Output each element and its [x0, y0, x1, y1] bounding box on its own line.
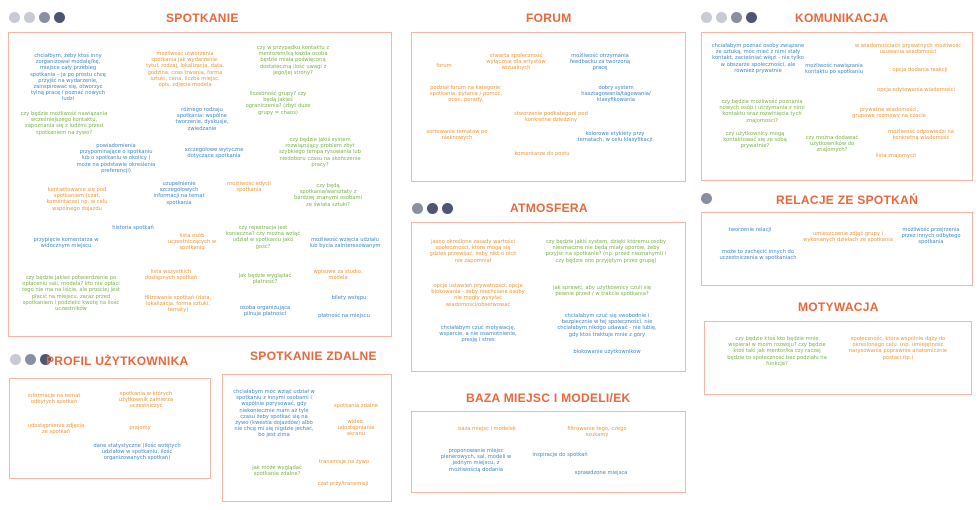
- sticky-note: prajomy: [129, 425, 151, 431]
- sticky-note: proponowanie miejsc plenerowych, sal, modeli w jednym miejscu, z możliwością dodania: [440, 448, 512, 473]
- sticky-note: czy będzie jakieś potwierdzenie po opłaceniu sali, modela? kto nie opłaci tego nie ma na liście, ale prościej jest płacić na miejscu, zaraz przed spotkaniem i podzielić kwotę na ilość uczestników: [22, 275, 120, 313]
- sticky-note: kontaktowanie się pod spotkaniem (czat, komentarze) np. w celu wspólnego dojazdu: [46, 187, 108, 212]
- dot-light: [701, 12, 712, 23]
- dot-mid: [39, 12, 50, 23]
- sticky-note: różnego rodzaju spotkania: wspólne tworzenie, dyskusje, zwiedzanie: [175, 107, 229, 132]
- sticky-note: czy będzie jakiś system rozwiązujący problem zbyt szybkiego tempa rysowania lub niedoboru czasu na skończenie pracy?: [278, 137, 362, 168]
- sticky-note: możliwość nawiązania kontaktu po spotkaniu: [805, 63, 863, 76]
- sticky-note: filtrowanie tego, czego szukamy: [567, 426, 627, 439]
- dot-dark: [427, 203, 438, 214]
- board-motywacja: [704, 321, 972, 395]
- sticky-note: może to zachęcić innych do uczestniczenia w spotkaniach: [719, 249, 797, 262]
- sticky-note: prywatne wiadomości, grupowe rozmowy na czacie: [852, 107, 926, 120]
- atmosfera-dots: [412, 203, 453, 214]
- section-title-komunikacja: KOMUNIKACJA: [795, 11, 889, 25]
- sticky-note: opcja edytowania wiadomości: [877, 87, 955, 93]
- section-title-forum: FORUM: [526, 11, 572, 25]
- sticky-note: możliwość otrzymania feedbacku za tworzoną pracę: [569, 53, 631, 72]
- sticky-note: chciałbym, żeby ktoś inny zorganizował modalę/kę, miejsce cały przebieg spotkania – ja po prostu chcę przyjść na wydarzenie, zainspirować się, otworzyć tylną pracę i poznać nowych ludzi: [30, 53, 106, 103]
- sticky-note: przypięcie komentarza w widocznym miejscu: [33, 237, 99, 250]
- sticky-note: jak będzie wyglądać płatność?: [238, 273, 292, 286]
- board-zdalne: [222, 374, 392, 502]
- dot-light: [10, 354, 21, 365]
- dot-dark: [442, 203, 453, 214]
- sticky-note: stworzenie podkategorii pod konkretne dziedziny: [514, 111, 588, 124]
- relacje-dots: [701, 193, 712, 204]
- sticky-note: liczebność grupy? czy będą jakieś ograniczenia? (zbyt duże grupy = chaos): [245, 91, 311, 116]
- sticky-note: sortowanie tematów po nieknowych: [426, 129, 488, 142]
- sticky-note: otwarta społeczność wyłącznie dla artystów wizualnych: [486, 53, 546, 72]
- board-atmosfera: [411, 222, 686, 372]
- sticky-note: historia spotkań: [112, 225, 154, 231]
- sticky-note: filtrowanie spotkań (data, lokalizacja, forma sztuki, tematy): [144, 295, 212, 314]
- sticky-note: lista znajomych: [875, 153, 917, 159]
- sticky-note: kolorowe etykiety przy tematach, w celu klasyfikacji: [577, 131, 653, 144]
- sticky-note: czy rejestracja jest konieczna? czy można wziąć udział w spotkaniu jako gość?: [225, 225, 301, 250]
- sticky-note: możliwość odpowiedzi na konkretną wiadomość: [888, 129, 954, 142]
- sticky-note: chciałabym czuć motywację, wsparcie, a nie osamotnienie, presję i stres: [439, 325, 517, 344]
- sticky-note: powiadomienia przypominające o spotkaniu lub o spotkaniu w okolicy ( może na podstawie określenia preferencji): [76, 143, 156, 174]
- sticky-note: wpisowe za studio, modela: [313, 269, 363, 282]
- sticky-note: jak może wyglądać spotkanie zdalne?: [252, 465, 302, 478]
- sticky-note: opcje ustawień prywatności, opcje blokowania - żeby niechciane osoby nie mogły wysyłać wiadomości/obserwować: [431, 283, 525, 308]
- sticky-note: dane statystyczne (ilość wziętych udziałów w spotkaniu, ilość organizowanych spotkań): [93, 443, 181, 462]
- section-title-profil: PROFIL UŻYTKOWNIKA: [46, 354, 189, 368]
- section-title-relacje: RELACJE ZE SPOTKAŃ: [776, 193, 919, 207]
- section-title-motywacja: MOTYWACJA: [798, 300, 879, 314]
- sticky-note: jak sprawić, aby użytkownicy czuli się pewnie przed / w trakcie spotkania?: [553, 285, 651, 298]
- sticky-note: baza miejsc i modelek: [458, 426, 516, 432]
- dot-mid: [731, 12, 742, 23]
- sticky-note: czat przy/transmisji: [317, 481, 369, 487]
- sticky-note: spotkania zdalne: [334, 403, 378, 409]
- komunikacja-dots: [701, 12, 757, 23]
- sticky-note: czy będą spotkania/warsztaty z bardziej znanymi osobami ze świata sztuki?: [294, 183, 362, 208]
- sticky-note: uzupełnienie szczegółowych informacji na temat spotkania: [153, 181, 205, 206]
- sticky-note: tworzenie relacji: [728, 227, 772, 233]
- sticky-note: czy będzie możliwość nawiązania wcześniejszego kontaktu, zapoznania się z ludźmi przed spotkaniem na żywo?: [20, 111, 108, 136]
- sticky-note: lista wszystkich dostępnych spotkań: [144, 269, 198, 282]
- sticky-note: możliwość przejrzenia przez innych odbytego spotkania: [901, 227, 961, 246]
- sticky-note: czy będzie jakiś system, dzięki któremu osoby niesmaczne nie będą miały oporów, żeby przyjść na spotkanie? (np. przed nieznanymi) i czy będzie ono przyjętym przez grupę): [545, 239, 667, 264]
- sticky-note: w wiadomościach prywatnych możliwość usuwania wiadomości: [854, 43, 962, 56]
- sticky-note: informacje na temat odbytych spotkań: [27, 393, 81, 406]
- board-komunikacja: [701, 32, 973, 181]
- section-title-atmosfera: ATMOSFERA: [510, 201, 588, 215]
- board-baza: [411, 411, 686, 493]
- sticky-note: możliwość wzięcia udziału lub bycia zainteresowanym: [309, 237, 381, 250]
- sticky-note: osoba organizująca pilnuje płatności: [239, 305, 291, 318]
- dot-mid: [412, 203, 423, 214]
- sticky-note: czy w przypadku kontaktu z mentorem/ką każda osoba będzie miała poświęconą dostateczną ilość uwagi z jego/jej strony?: [256, 45, 330, 76]
- sticky-note: lista osób uczestniczących w spotkaniu: [167, 233, 217, 252]
- sticky-note: podział forum na kategorie: spotkania, pytania / pomoc, ocen, porady,: [429, 85, 503, 104]
- sticky-note: jasno określone zasady wartości społeczności, które mogą się gdzieś przewijać, żeby nikt o nich nie zapomniał: [429, 239, 517, 264]
- sticky-note: udostępnienie zdjęcia ze spotkań: [27, 423, 85, 436]
- sticky-note: możliwość edycji spotkania: [227, 181, 271, 194]
- dot-light: [24, 12, 35, 23]
- dot-light: [716, 12, 727, 23]
- sticky-note: czy użytkownicy mogą kontaktować się ze sobą prywatnie?: [723, 131, 787, 150]
- spotkanie-dots: [9, 12, 65, 23]
- sticky-note: inspiracje do spotkań: [532, 452, 588, 458]
- section-title-spotkanie: SPOTKANIE: [166, 11, 239, 25]
- section-title-zdalne: SPOTKANIE ZDALNE: [250, 349, 377, 363]
- sticky-note: chciałabym czuć się swobodnie i bezpiecznie w tej społeczności, nie chciałabym nikogo udawać - nie lubię, gdy ktoś traktuje mnie z góry: [557, 313, 657, 338]
- sticky-note: opcja dodania reakcji: [892, 67, 948, 73]
- board-forum: [411, 32, 686, 182]
- sticky-note: społeczność, która wspólnie dąży do określonego celu. (np. umiejętność narysowania poprawnie anatomicznie postaci itp.): [848, 336, 948, 361]
- sticky-note: forum: [436, 63, 452, 69]
- sticky-note: blokowanie użytkowników: [573, 349, 641, 355]
- dot-dark: [54, 12, 65, 23]
- sticky-note: transmisje na żywo: [318, 459, 370, 465]
- sticky-note: czy będzie możliwość poznania nowych osób i utrzymania z nimi kontaktu oraz rozwinięcia tych znajomości?: [719, 99, 805, 124]
- sticky-note: wideo, udostępnianie ekranu: [337, 419, 375, 438]
- sticky-note: możliwość utworzenia spotkania jak wydarzenie: tytuł, rodzaj, lokalizacja, data, godzina, czas trwania, forma sztuki, cena, liczba miejsc, opis, zdjęcie modela: [146, 51, 224, 89]
- board-spotkanie: [8, 32, 392, 337]
- sticky-note: dobry system hasztagowania/tagowania/ klasyfikowania: [581, 85, 651, 104]
- sticky-note: bilety wstępu: [331, 295, 367, 301]
- dot-light: [9, 12, 20, 23]
- section-title-baza: BAZA MIEJSC I MODELI/EK: [466, 391, 631, 405]
- dot-dark: [746, 12, 757, 23]
- profil-dots: [10, 354, 51, 365]
- sticky-note: płatność na miejscu: [318, 313, 370, 319]
- sticky-note: komentarze do postu: [514, 151, 570, 157]
- sticky-note: chciałabym móc wziąć udział w spotkaniu z innymi osobami i wspólnie porysować, gdy niekoniecznie mam aż tyle czasu żeby spotkać się na żywo (kwestia dojazdów) albo nie chcę mi się nigdzie jechać, bo jest zima: [233, 389, 315, 439]
- dot-mid: [701, 193, 712, 204]
- dot-mid: [25, 354, 36, 365]
- board-profil: [9, 378, 211, 479]
- sticky-note: czy można dodawać użytkowników do znajomych?: [805, 135, 859, 154]
- sticky-note: czy będzie ktoś kto będzie mnie wspierał w moim rozwoju? czy będzie ktoś taki jak mentor/ka czy raczej będzie to społeczność bez podziału na funkcje?: [727, 336, 827, 367]
- sticky-note: chciałabym poznać osoby związane ze sztuką, móc mieć z nimi stały kontakt, zacieśniać więzi - nie tylko w obszarze społeczności, ale również prywatnie: [711, 43, 805, 74]
- sticky-note: szczegółowe wytyczne dotyczące spotkania: [184, 147, 244, 160]
- sticky-note: umieszczenie zdjęć grupy i wykonanych dziełach ze spotkania: [803, 231, 893, 244]
- board-relacje: [701, 212, 973, 286]
- sticky-note: sprawdzone miejsca: [574, 470, 628, 476]
- sticky-note: spotkania w których użytkownik zamierza uczestniczyć: [118, 391, 174, 410]
